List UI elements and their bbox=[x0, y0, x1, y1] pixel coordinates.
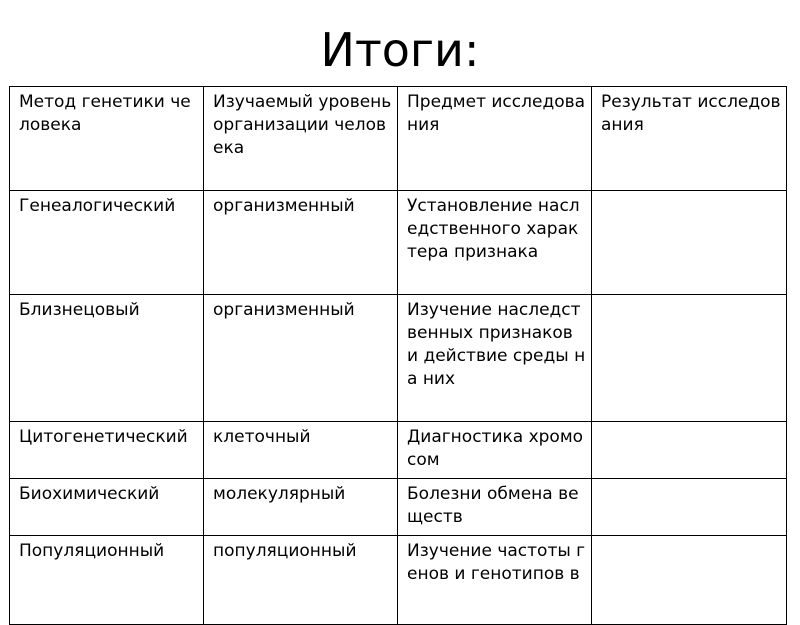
cell-level: организменный bbox=[204, 295, 398, 422]
header-subject: Предмет исследования bbox=[398, 87, 592, 191]
table-row bbox=[10, 422, 787, 479]
cell-subject: Диагностика хромосом bbox=[398, 422, 592, 479]
cell-result bbox=[592, 422, 787, 479]
cell-level: молекулярный bbox=[204, 479, 398, 536]
cell-method: Цитогенетический bbox=[10, 422, 204, 479]
cell-subject: Изучение частоты генов и генотипов в bbox=[398, 536, 592, 625]
table-row bbox=[10, 295, 787, 422]
table-row bbox=[10, 536, 787, 625]
cell-result bbox=[592, 295, 787, 422]
summary-table bbox=[9, 86, 787, 625]
cell-level: клеточный bbox=[204, 422, 398, 479]
table-row bbox=[10, 191, 787, 295]
table-header-row bbox=[10, 87, 787, 191]
cell-method: Генеалогический bbox=[10, 191, 204, 295]
slide-title: Итоги: bbox=[320, 23, 480, 77]
header-result: Результат исследования bbox=[592, 87, 787, 191]
table-row bbox=[10, 479, 787, 536]
cell-method: Биохимический bbox=[10, 479, 204, 536]
cell-subject: Болезни обмена веществ bbox=[398, 479, 592, 536]
cell-level: популяционный bbox=[204, 536, 398, 625]
cell-level: организменный bbox=[204, 191, 398, 295]
cell-result bbox=[592, 479, 787, 536]
cell-method: Популяционный bbox=[10, 536, 204, 625]
cell-subject: Изучение наследственных признаков и действие среды на них bbox=[398, 295, 592, 422]
cell-result bbox=[592, 191, 787, 295]
header-method: Метод генетики человека bbox=[10, 87, 204, 191]
header-level: Изучаемый уровень организации человека bbox=[204, 87, 398, 191]
cell-result bbox=[592, 536, 787, 625]
cell-subject: Установление наследственного характера признака bbox=[398, 191, 592, 295]
cell-method: Близнецовый bbox=[10, 295, 204, 422]
